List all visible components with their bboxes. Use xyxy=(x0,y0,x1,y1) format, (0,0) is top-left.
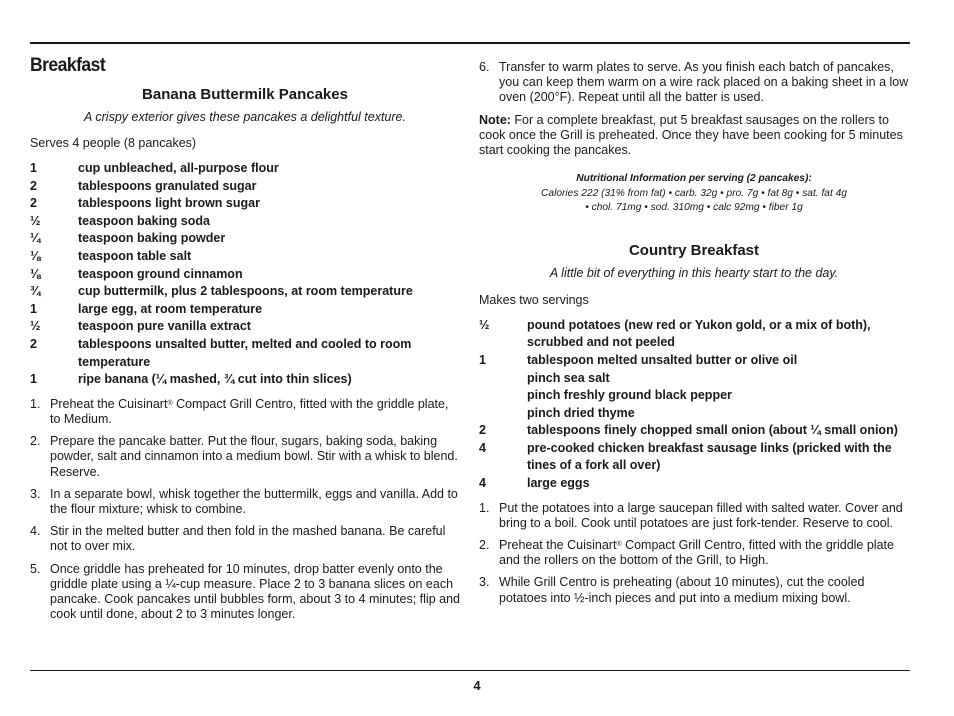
ingredient-desc: tablespoons finely chopped small onion (about ¼ small onion) xyxy=(527,423,898,438)
note-text: For a complete breakfast, put 5 breakfast sausages on the rollers to cook once the Grill is preheated. Once they have been cooking for 5 minutes start cooking the pancakes. xyxy=(479,112,903,158)
ingredient-item xyxy=(479,440,909,475)
recipe-note xyxy=(479,113,909,159)
registered-mark: ® xyxy=(167,399,173,407)
ingredient-list xyxy=(479,317,909,493)
ingredient-item xyxy=(30,195,460,213)
ingredient-item xyxy=(479,405,909,423)
ingredient-item xyxy=(479,422,909,440)
step-number: 2. xyxy=(479,538,490,553)
ingredient-desc: tablespoons light brown sugar xyxy=(78,196,260,211)
ingredient-qty: 2 xyxy=(30,178,37,193)
instruction-step xyxy=(30,397,460,427)
step-text-part: Compact Grill Centro, fitted with the griddle plate and the rollers on the bottom of the Grill, to High. xyxy=(499,538,894,568)
step-number: 3. xyxy=(479,575,490,590)
step-text-part: Compact Grill Centro, fitted with the griddle plate, to Medium. xyxy=(50,396,449,426)
step-text xyxy=(499,538,909,568)
step-number: 5. xyxy=(30,561,41,576)
recipe-title-banana-pancakes: Banana Buttermilk Pancakes xyxy=(142,86,348,103)
instruction-step xyxy=(30,434,460,480)
left-column xyxy=(30,86,460,629)
instruction-step xyxy=(30,562,460,623)
ingredient-qty: 4 xyxy=(479,476,486,491)
step-number: 1. xyxy=(479,500,490,515)
step-text: In a separate bowl, whisk together the buttermilk, eggs and vanilla. Add to the flour mixture; whisk to combine. xyxy=(50,486,458,516)
page-number: 4 xyxy=(473,678,481,693)
ingredient-item xyxy=(30,178,460,196)
ingredient-item xyxy=(30,371,460,389)
ingredient-qty: ⅛ xyxy=(30,248,41,263)
step-number: 2. xyxy=(30,434,41,449)
ingredient-qty xyxy=(479,405,527,423)
recipe-intro: A crispy exterior gives these pancakes a delightful texture. xyxy=(84,110,406,124)
ingredient-item xyxy=(30,160,460,178)
ingredient-desc: tablespoons granulated sugar xyxy=(78,178,257,193)
ingredient-desc: large egg, at room temperature xyxy=(78,301,263,316)
instruction-step xyxy=(479,501,909,531)
instruction-list xyxy=(479,501,909,606)
ingredient-desc: teaspoon baking powder xyxy=(78,231,226,246)
ingredient-qty xyxy=(479,387,527,405)
nutrition-line: Calories 222 (31% from fat) • carb. 32g • pro. 7g • fat 8g • sat. fat 4g xyxy=(541,187,847,199)
ingredient-desc: large eggs xyxy=(527,476,590,491)
step-text: Prepare the pancake batter. Put the flour, sugars, baking soda, baking powder, salt and cinnamon into a medium bowl. Stir with a whisk to blend. Reserve. xyxy=(50,434,458,479)
instruction-step xyxy=(479,575,909,605)
ingredient-item xyxy=(30,336,460,371)
note-label: Note: xyxy=(479,112,511,127)
step-number: 1. xyxy=(30,396,41,411)
step-text: Transfer to warm plates to serve. As you finish each batch of pancakes, you can keep them warm on a wire rack placed on a baking sheet in a low oven (200°F). Repeat until all the batter is used. xyxy=(499,60,909,105)
recipe-yield: Serves 4 people (8 pancakes) xyxy=(30,136,197,150)
registered-mark: ® xyxy=(616,541,622,549)
instruction-list-continued xyxy=(479,60,909,106)
ingredient-desc: teaspoon table salt xyxy=(78,248,192,263)
ingredient-qty: 2 xyxy=(30,336,37,351)
footer-rule xyxy=(30,670,910,671)
ingredient-qty: ¾ xyxy=(30,284,41,299)
recipe-title-country-breakfast: Country Breakfast xyxy=(628,241,760,259)
ingredient-desc: pinch sea salt xyxy=(527,370,610,385)
recipe-yield: Makes two servings xyxy=(479,292,589,307)
ingredient-qty: ⅛ xyxy=(30,266,41,281)
nutrition-line: • chol. 71mg • sod. 310mg • calc 92mg • fiber 1g xyxy=(585,202,803,214)
step-number: 4. xyxy=(30,524,41,539)
ingredient-item xyxy=(30,283,460,301)
recipe-intro: A little bit of everything in this hearty start to the day. xyxy=(549,265,839,280)
ingredient-qty: 2 xyxy=(479,423,486,438)
ingredient-item xyxy=(479,317,909,352)
ingredient-list xyxy=(30,160,460,389)
ingredient-qty: 1 xyxy=(30,372,37,387)
step-text: While Grill Centro is preheating (about 10 minutes), cut the cooled potatoes into ½-inch pieces and put into a medium mixing bowl. xyxy=(499,575,865,605)
step-text xyxy=(50,397,460,427)
step-text: Stir in the melted butter and then fold in the mashed banana. Be careful not to over mix. xyxy=(50,524,446,554)
ingredient-qty: ½ xyxy=(30,319,41,334)
ingredient-qty: 1 xyxy=(30,301,37,316)
ingredient-qty: ½ xyxy=(30,213,41,228)
ingredient-desc: pinch dried thyme xyxy=(527,405,635,420)
ingredient-qty: 2 xyxy=(30,196,37,211)
ingredient-desc: tablespoon melted unsalted butter or olive oil xyxy=(527,352,798,367)
ingredient-item xyxy=(30,248,460,266)
ingredient-desc: teaspoon ground cinnamon xyxy=(78,266,243,281)
instruction-step xyxy=(30,524,460,554)
instruction-step xyxy=(479,60,909,106)
ingredient-item xyxy=(479,387,909,405)
instruction-step xyxy=(30,487,460,517)
nutrition-info xyxy=(479,172,909,216)
ingredient-qty: 4 xyxy=(479,440,486,455)
ingredient-desc: teaspoon pure vanilla extract xyxy=(78,319,251,334)
nutrition-title: Nutritional Information per serving (2 pancakes): xyxy=(576,173,812,185)
ingredient-desc: ripe banana (¼ mashed, ¾ cut into thin slices) xyxy=(78,372,352,387)
ingredient-desc: pound potatoes (new red or Yukon gold, or a mix of both), scrubbed and not peeled xyxy=(527,317,871,350)
section-title: Breakfast xyxy=(30,54,106,76)
ingredient-item xyxy=(30,213,460,231)
ingredient-qty: 1 xyxy=(479,352,486,367)
ingredient-item xyxy=(30,230,460,248)
ingredient-desc: pinch freshly ground black pepper xyxy=(527,388,732,403)
instruction-step xyxy=(479,538,909,568)
step-text-part: Preheat the Cuisinart xyxy=(50,396,168,411)
ingredient-item xyxy=(30,301,460,319)
ingredient-desc: pre-cooked chicken breakfast sausage links (pricked with the tines of a fork all over) xyxy=(527,440,892,473)
header-rule xyxy=(30,42,910,44)
ingredient-item xyxy=(479,370,909,388)
ingredient-qty: 1 xyxy=(30,161,37,175)
ingredient-desc: cup unbleached, all-purpose flour xyxy=(78,161,279,175)
ingredient-desc: cup buttermilk, plus 2 tablespoons, at room temperature xyxy=(78,284,413,299)
ingredient-qty: ½ xyxy=(479,317,490,332)
ingredient-item xyxy=(479,475,909,493)
ingredient-item xyxy=(30,266,460,284)
ingredient-item xyxy=(30,318,460,336)
instruction-list xyxy=(30,397,460,623)
step-number: 3. xyxy=(30,486,41,501)
step-text-part: Preheat the Cuisinart xyxy=(499,538,617,553)
right-column xyxy=(479,60,909,613)
step-number: 6. xyxy=(479,60,490,74)
ingredient-desc: tablespoons unsalted butter, melted and cooled to room temperature xyxy=(78,336,412,369)
step-text: Once griddle has preheated for 10 minutes, drop batter evenly onto the griddle plate using a ¼-cup measure. Place 2 to 3 banana slices on each pancake. Cook pancakes until bubbles form, about 3 to 4 minutes; flip and cook until done, about 2 to 3 minutes longer. xyxy=(50,561,460,622)
ingredient-qty: ¼ xyxy=(30,231,41,246)
ingredient-desc: teaspoon baking soda xyxy=(78,213,210,228)
ingredient-qty xyxy=(479,370,527,388)
step-text: Put the potatoes into a large saucepan filled with salted water. Cover and bring to a boil. Cook until potatoes are just fork-tender. Reserve to cool. xyxy=(499,500,903,530)
ingredient-item xyxy=(479,352,909,370)
